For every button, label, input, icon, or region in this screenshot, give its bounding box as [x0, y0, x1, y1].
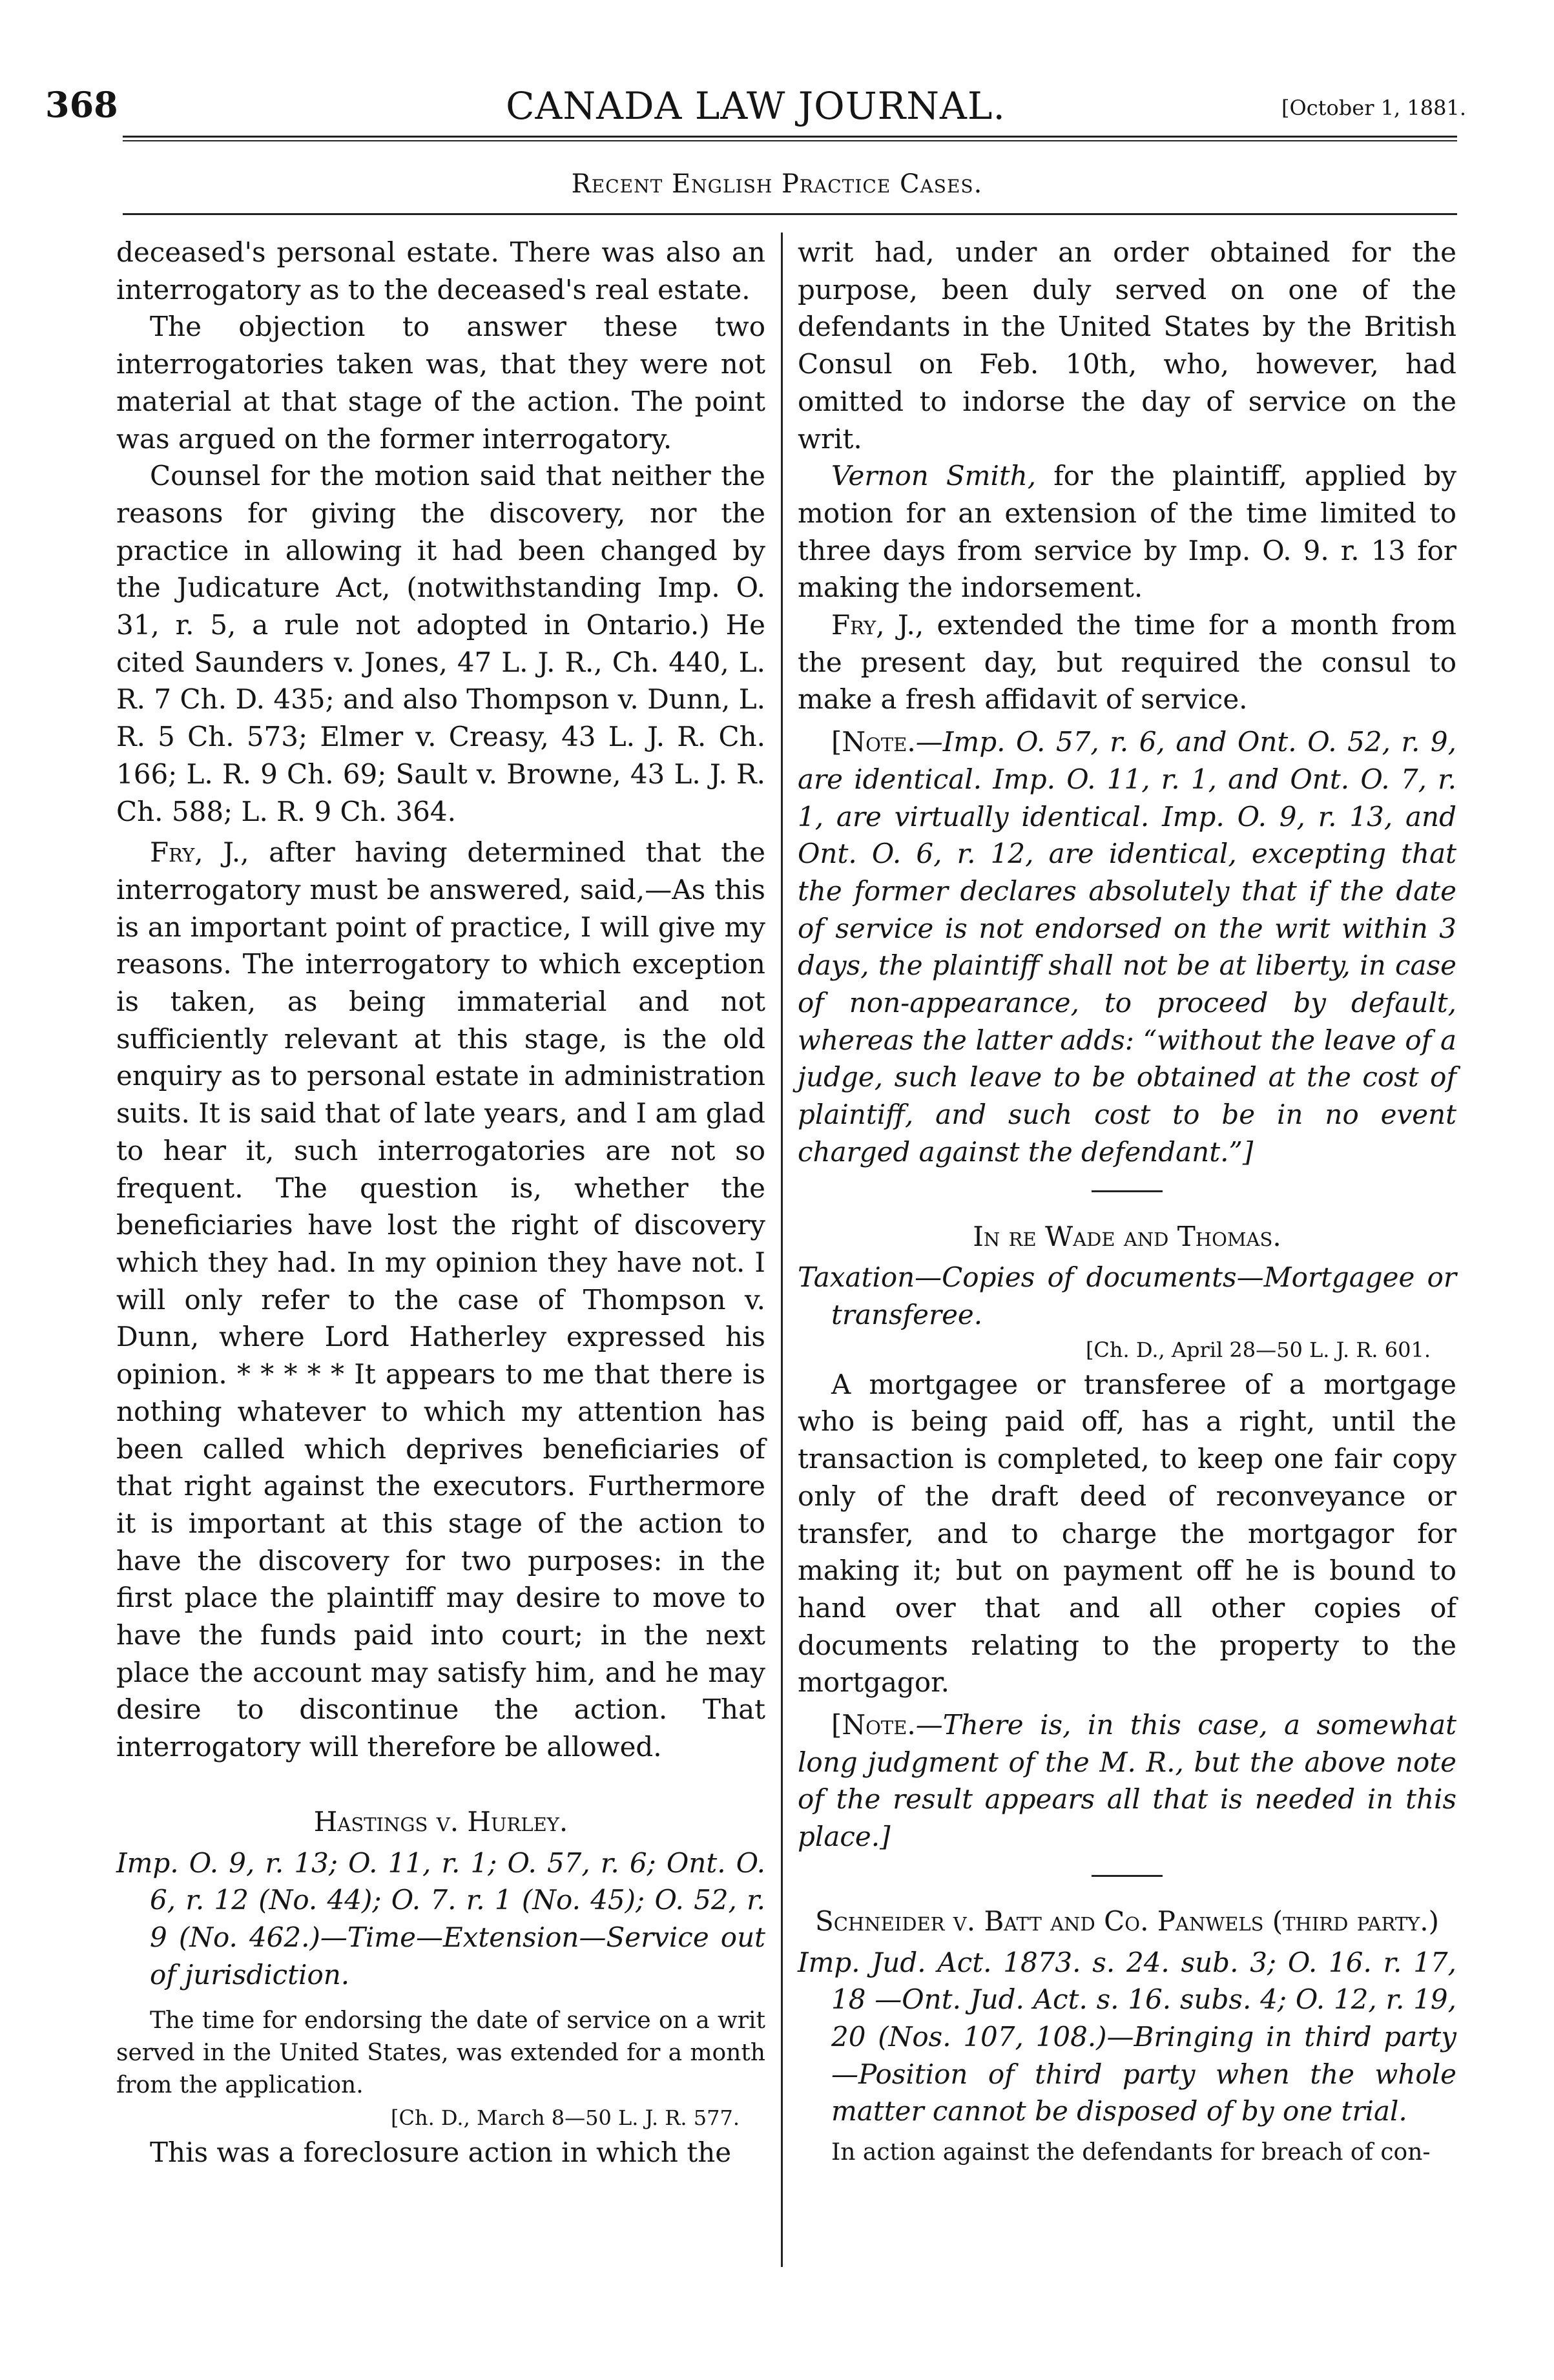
left-column: [116, 234, 765, 2171]
case-headnote: Imp. Jud. Act. 1873. s. 24. sub. 3; O. 16. r. 17, 18 —Ont. Jud. Act. s. 16. subs. 4; O. 12, r. 19, 20 (Nos. 107, 108.)—Bringing in third party—Position of third party when the whole matter cannot be disposed of by one trial.: [798, 1946, 1456, 2127]
judge-name: Fry, J.: [831, 609, 915, 641]
case-citation: [Ch. D., March 8—50 L. J. R. 577.: [390, 2106, 740, 2131]
paragraph: Counsel for the motion said that neither the reasons for giving the discovery, nor the practice in allowing it had been changed by the Judicature Act, (notwithstanding Imp. O. 31, r. 5, a rule not adopted in Ontario.) He cited Saunders v. Jones, 47 L. J. R., Ch. 440, L. R. 7 Ch. D. 435; and also Thompson v. Dunn, L. R. 5 Ch. 573; Elmer v. Creasy, 43 L. J. R. Ch. 166; L. R. 9 Ch. 69; Sault v. Browne, 43 L. J. R. Ch. 588; L. R. 9 Ch. 364.: [116, 460, 765, 827]
judge-name: Fry, J.: [150, 836, 241, 869]
judgment-paragraph: [798, 606, 1456, 718]
right-column: [798, 234, 1456, 2169]
paragraph: A mortgagee or transferee of a mortgage who is being paid off, has a right, until the transaction is completed, to keep one fair copy only of the draft deed of reconveyance or transfer, and to charge the mortgagor for making it; but on payment off he is bound to hand over that and all other copies of documents relating to the property to the mortgagor.: [798, 1368, 1456, 1699]
paragraph: writ had, under an order obtained for the purpose, been duly served on one of the defendants in the United States by the British Consul on Feb. 10th, who, however, had omitted to indorse the day of service on the writ.: [798, 236, 1456, 455]
judgment-paragraph: [116, 834, 765, 1766]
paragraph-text: for the plaintiff, applied by motion for an extension of the time limited to three days from service by Imp. O. 9. r. 13 for making the indorsement.: [798, 460, 1456, 604]
case-citation: [Ch. D., April 28—50 L. J. R. 601.: [1085, 1337, 1431, 1362]
page-header: [45, 78, 1466, 136]
section-rule: [123, 213, 1457, 215]
note-label: [Note.: [831, 726, 916, 758]
judgment-text: , extended the time for a month from the present day, but required the consul to make a fresh affidavit of service.: [798, 609, 1456, 716]
editorial-note: [798, 723, 1456, 1170]
counsel-paragraph: [798, 457, 1456, 606]
case-summary: The time for endorsing the date of service on a writ served in the United States, was extended for a month from the application.: [116, 2007, 765, 2099]
judgment-text: , after having determined that the interrogatory must be answered, said,—As this is an important point of practice, I will give my reasons. The interrogatory to which exception is taken, as being immaterial and not sufficiently relevant at this stage, is the old enquiry as to personal estate in administration suits. It is said that of late years, and I am glad to hear it, such interrogatories are not so frequent. The question is, whether the beneficiaries have lost the right of discovery which they had. In my opinion they have not. I will only refer to the case of Thompson v. Dunn, where Lord Hatherley expressed his opinion. * * * * * It appears to me that there is nothing whatever to which my attention has been called which deprives beneficiaries of that right against the executors. Furthermore it is important at this stage of the action to have the discovery for two purposes: in the first place the plaintiff may desire to move to have the funds paid into court; in the next place the account may satisfy him, and he may desire to discontinue the action. That interrogatory will therefore be allowed.: [116, 836, 765, 1763]
note-text: —Imp. O. 57, r. 6, and Ont. O. 52, r. 9, are identical. Imp. O. 11, r. 1, and Ont. O. 7, r. 1, are virtually identical. Imp. O. 9, r. 13, and Ont. O. 6, r. 12, are identical, excepting that the former declares absolutely that if the date of service is not endorsed on the writ within 3 days, the plaintiff shall not be at liberty, in case of non-appearance, to proceed by default, whereas the latter adds: “without the leave of a judge, such leave to be obtained at the cost of plaintiff, and such cost to be in no event charged against the defendant.”]: [798, 726, 1456, 1168]
paragraph: In action against the defendants for breach of con-: [831, 2139, 1431, 2166]
paragraph: deceased's personal estate. There was also an interrogatory as to the deceased's real estate.: [116, 236, 765, 305]
journal-title: CANADA LAW JOURNAL.: [506, 84, 1006, 128]
note-text: —There is, in this case, a somewhat long judgment of the M. R., but the above note of the result appears all that is needed in this place.]: [798, 1709, 1456, 1853]
case-headnote: Taxation—Copies of documents—Mortgagee or transferee.: [798, 1261, 1456, 1330]
page-number: 368: [45, 84, 118, 125]
case-title: Hastings v. Hurley.: [313, 1805, 568, 1837]
editorial-note: [798, 1706, 1456, 1856]
counsel-name: Vernon Smith,: [831, 460, 1037, 492]
case-title: Schneider v. Batt and Co. Panwels (third party.): [814, 1905, 1440, 1937]
paragraph: This was a foreclosure action in which the: [150, 2137, 732, 2169]
case-title: In re Wade and Thomas.: [973, 1220, 1281, 1252]
note-label: [Note.: [831, 1709, 916, 1741]
case-headnote: Imp. O. 9, r. 13; O. 11, r. 1; O. 57, r. 6; Ont. O. 6, r. 12 (No. 44); O. 7. r. 1 (No. 45); O. 52, r. 9 (No. 462.)—Time—Extension—Service out of jurisdiction.: [116, 1847, 765, 1991]
paragraph: The objection to answer these two interrogatories taken was, that they were not material at that stage of the action. The point was argued on the former interrogatory.: [116, 311, 765, 455]
issue-date: [October 1, 1881.: [1281, 96, 1466, 120]
case-separator: [1092, 1190, 1163, 1192]
section-title: Recent English Practice Cases.: [571, 169, 983, 199]
case-separator: [1092, 1875, 1163, 1877]
header-double-rule: [123, 136, 1457, 141]
column-divider: [781, 233, 783, 2267]
